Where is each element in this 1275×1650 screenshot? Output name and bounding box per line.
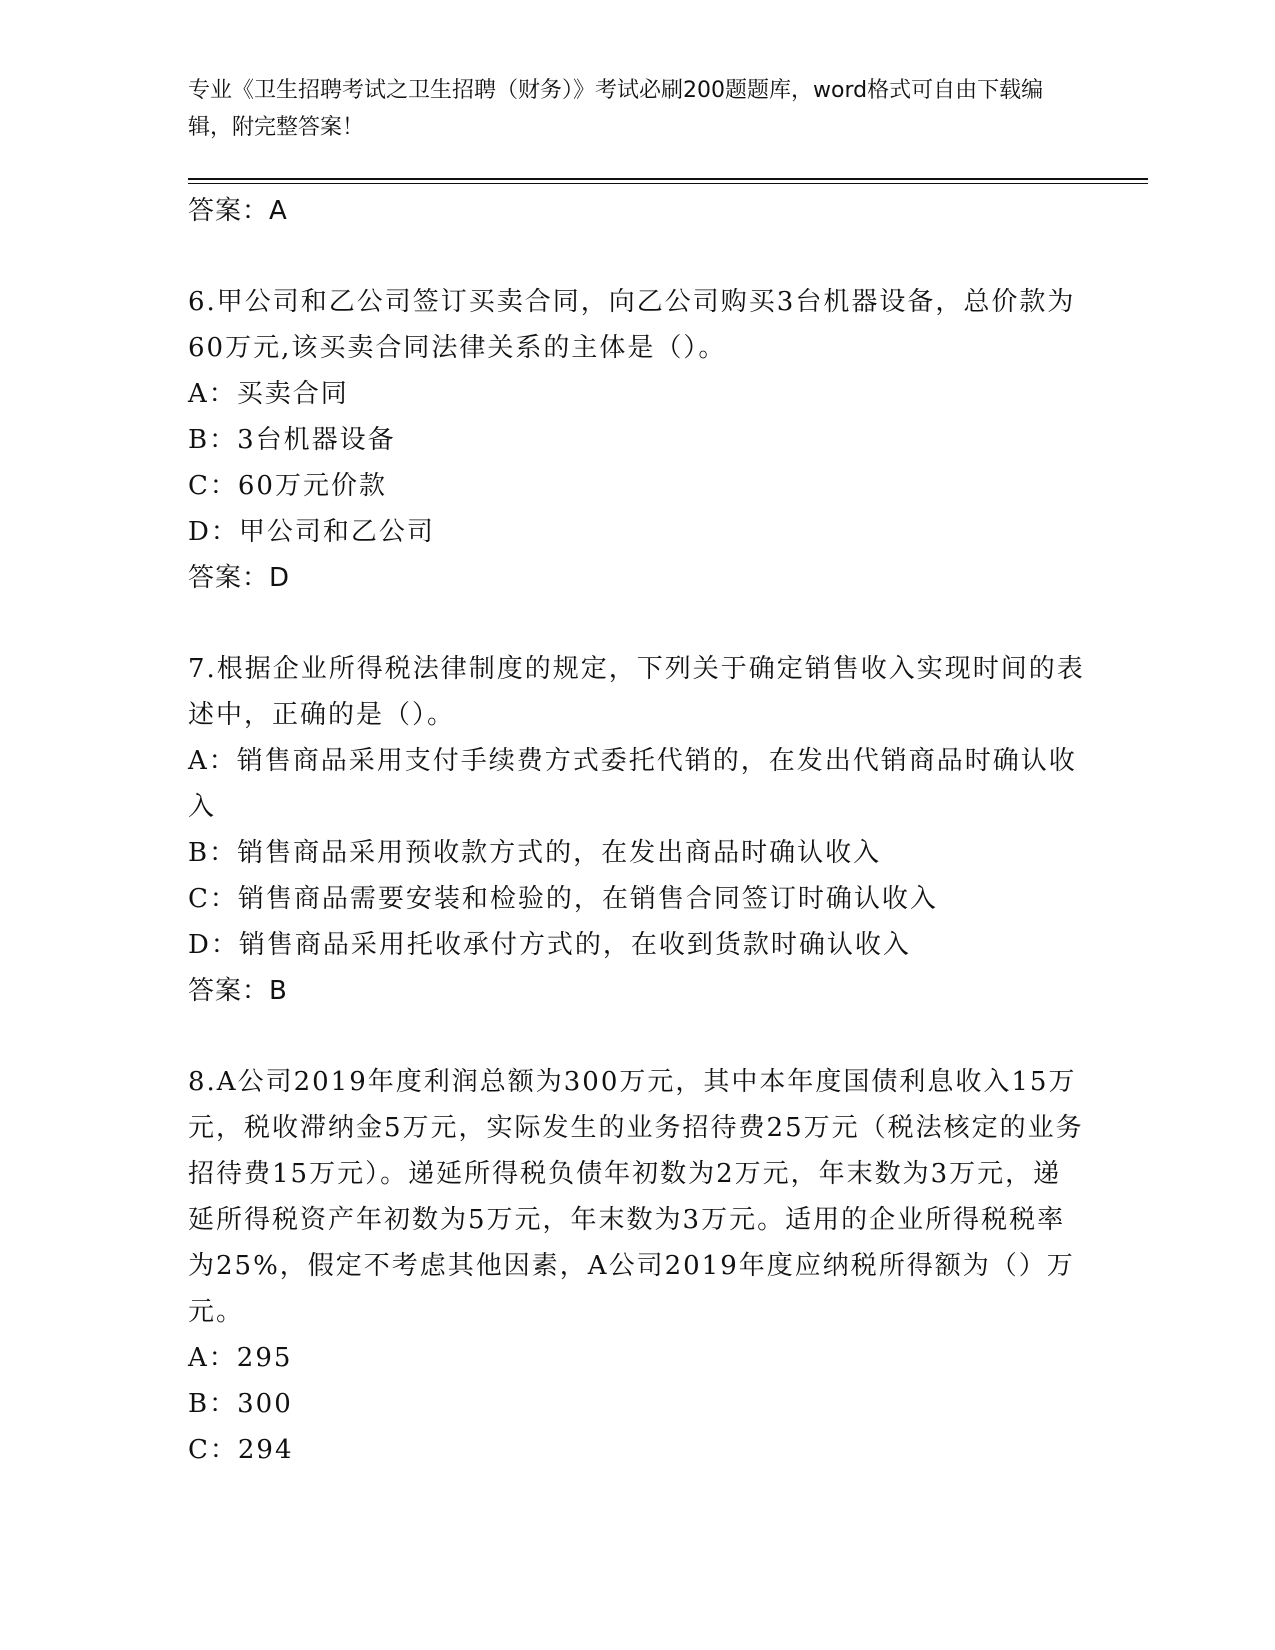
- question-block-6: [188, 279, 1088, 601]
- spacer: [188, 601, 1088, 646]
- question-block-7: [188, 646, 1088, 1014]
- spacer: [188, 1014, 1088, 1059]
- answer-q5: 答案：A: [188, 196, 288, 226]
- option-a: A：295: [188, 1343, 293, 1373]
- option-a: A：销售商品采用支付手续费方式委托代销的，在发出代销商品时确认收入: [188, 746, 1077, 822]
- option-a: A：买卖合同: [188, 379, 349, 409]
- question-text: 8.A公司2019年度利润总额为300万元，其中本年度国债利息收入15万元，税收滞纳金5万元，实际发生的业务招待费25万元（税法核定的业务招待费15万元）。递延所得税负债年初数为2万元，年末数为3万元，递延所得税资产年初数为5万元，年末数为3万元。适用的企业所得税税率为25%，假定不考虑其他因素，A公司2019年度应纳税所得额为（）万元。: [188, 1067, 1084, 1327]
- option-d: D：甲公司和乙公司: [188, 517, 435, 547]
- question-text: 7.根据企业所得税法律制度的规定，下列关于确定销售收入实现时间的表述中，正确的是（）。: [188, 654, 1085, 730]
- question-text: 6.甲公司和乙公司签订买卖合同，向乙公司购买3台机器设备，总价款为60万元,该买卖合同法律关系的主体是（）。: [188, 287, 1076, 363]
- page-header: 专业《卫生招聘考试之卫生招聘（财务）》考试必刷200题题库，word格式可自由下载编辑，附完整答案！: [188, 78, 1044, 140]
- option-c: C：294: [188, 1435, 294, 1465]
- option-b: B：销售商品采用预收款方式的，在发出商品时确认收入: [188, 838, 882, 868]
- answer-q7: 答案：B: [188, 976, 288, 1006]
- header-divider-thin: [188, 183, 1148, 184]
- option-c: C：60万元价款: [188, 471, 387, 501]
- answer-q6: 答案：D: [188, 563, 291, 593]
- header-divider-thick: [188, 178, 1148, 180]
- option-c: C：销售商品需要安装和检验的，在销售合同签订时确认收入: [188, 884, 938, 914]
- option-d: D：销售商品采用托收承付方式的，在收到货款时确认收入: [188, 930, 911, 960]
- document-body: [188, 188, 1088, 1473]
- spacer: [188, 234, 1088, 279]
- question-block-8: [188, 1059, 1088, 1473]
- option-b: B：3台机器设备: [188, 425, 396, 455]
- option-b: B：300: [188, 1389, 293, 1419]
